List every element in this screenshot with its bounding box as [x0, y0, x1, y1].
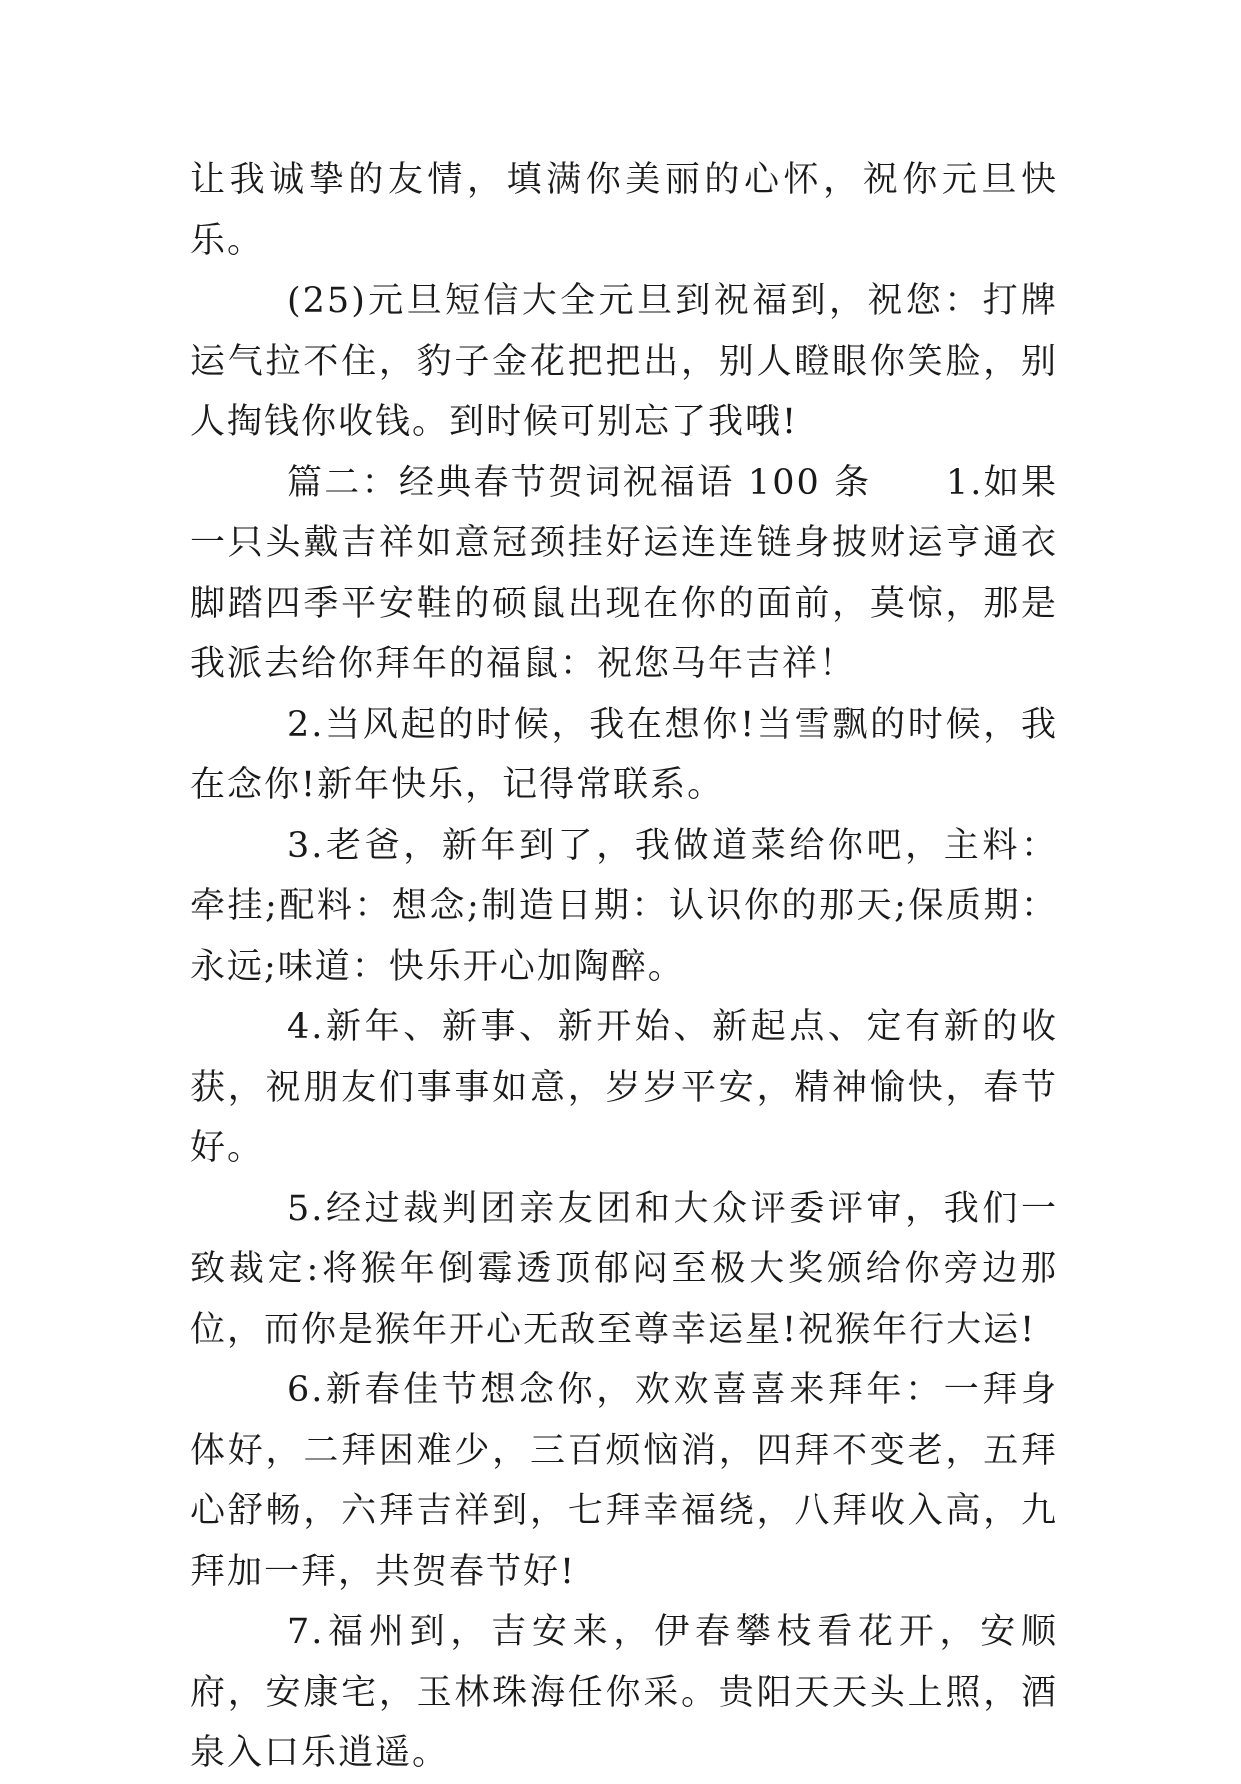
paragraph-item-5: 5.经过裁判团亲友团和大众评委评审，我们一致裁定:将猴年倒霉透顶郁闷至极大奖颁给你旁边那位，而你是猴年开心无敌至尊幸运星!祝猴年行大运! [190, 1188, 1058, 1350]
paragraph-chapter-two-item-1: 篇二：经典春节贺词祝福语 100 条 1.如果一只头戴吉祥如意冠颈挂好运连连链身披财运亨通衣脚踏四季平安鞋的硕鼠出现在你的面前，莫惊，那是我派去给你拜年的福鼠：祝您马年吉祥！ [190, 462, 1058, 684]
paragraph-item-3: 3.老爸，新年到了，我做道菜给你吧，主料：牵挂;配料：想念;制造日期：认识你的那天;保质期：永远;味道：快乐开心加陶醉。 [190, 825, 1058, 987]
paragraph-item-25: (25)元旦短信大全元旦到祝福到，祝您：打牌运气拉不住，豹子金花把把出，别人瞪眼你笑脸，别人掏钱你收钱。到时候可别忘了我哦! [190, 281, 1058, 442]
paragraph-item-4: 4.新年、新事、新开始、新起点、定有新的收获，祝朋友们事事如意，岁岁平安，精神愉快，春节好。 [190, 1007, 1058, 1168]
document-body [190, 150, 1058, 1784]
paragraph-item-2: 2.当风起的时候，我在想你!当雪飘的时候，我在念你!新年快乐，记得常联系。 [190, 704, 1058, 805]
paragraph-item-7: 7.福州到，吉安来，伊春攀枝看花开，安顺府，安康宅，玉林珠海任你采。贵阳天天头上照，酒泉入口乐逍遥。 [190, 1612, 1058, 1773]
paragraph-item-6: 6.新春佳节想念你，欢欢喜喜来拜年：一拜身体好，二拜困难少，三百烦恼消，四拜不变老，五拜心舒畅，六拜吉祥到，七拜幸福绕，八拜收入高，九拜加一拜，共贺春节好! [190, 1370, 1058, 1592]
paragraph-new-year-wish-end: 让我诚挚的友情，填满你美丽的心怀，祝你元旦快乐。 [190, 160, 1058, 261]
